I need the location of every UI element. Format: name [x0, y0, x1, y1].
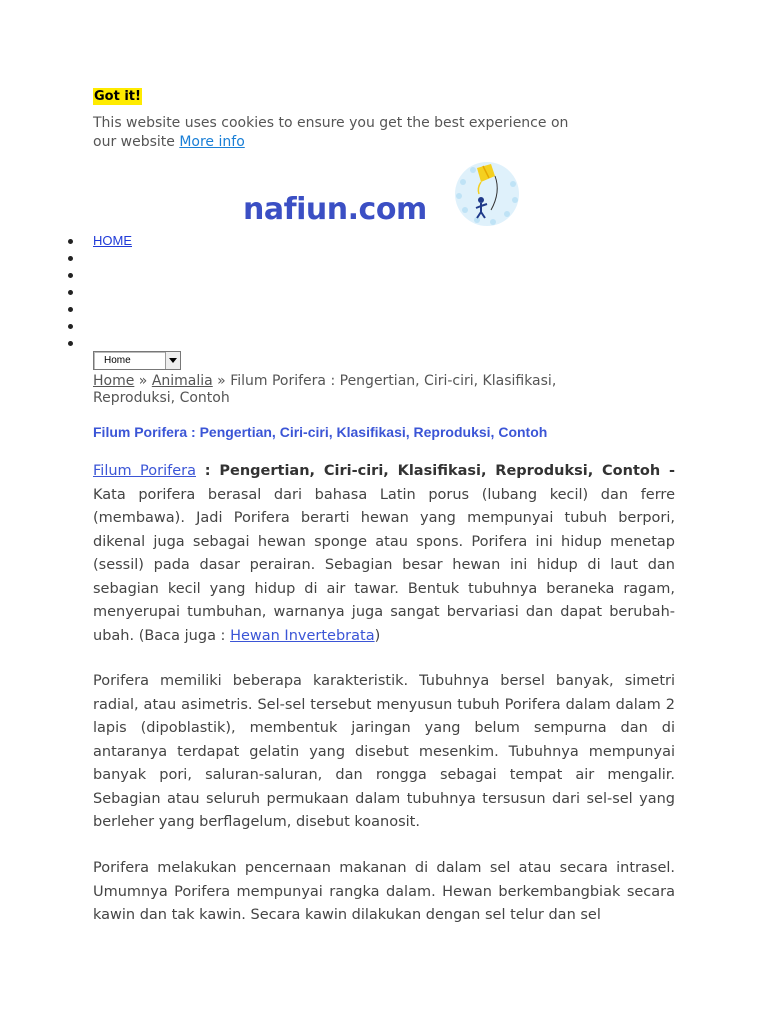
more-info-link[interactable]: More info — [179, 134, 245, 150]
nav-item[interactable] — [68, 300, 132, 317]
nav-item-home[interactable] — [68, 232, 132, 249]
post-text: ) — [374, 627, 381, 644]
nav-item[interactable] — [68, 266, 132, 283]
nav-item[interactable] — [68, 334, 132, 351]
breadcrumb-home-link[interactable]: Home — [93, 373, 135, 389]
nav-select[interactable] — [93, 351, 181, 370]
nav-item[interactable] — [68, 283, 132, 300]
breadcrumb-separator: » — [212, 373, 231, 389]
nav-link-home[interactable]: HOME — [93, 233, 132, 248]
nav-select-value: Home — [104, 355, 131, 366]
post-paragraph — [93, 460, 675, 648]
got-it-button[interactable]: Got it! — [94, 89, 141, 104]
kite-child-icon — [451, 158, 523, 230]
hewan-invertebrata-link[interactable]: Hewan Invertebrata — [230, 627, 375, 644]
main-nav — [68, 232, 132, 351]
breadcrumb — [93, 373, 613, 407]
breadcrumb-category-link[interactable]: Animalia — [151, 373, 213, 389]
cookie-message: This website uses cookies to ensure you get the best experience on our website — [93, 115, 569, 150]
nav-item[interactable] — [68, 317, 132, 334]
site-logo[interactable] — [243, 158, 533, 230]
nav-item[interactable] — [68, 249, 132, 266]
breadcrumb-separator: » — [134, 373, 152, 389]
chevron-down-icon[interactable] — [165, 352, 180, 369]
post-text: Kata porifera berasal dari bahasa Latin porus (lubang kecil) dan ferre (membawa). Jadi Porifera berarti hewan yang mempunyai tubuh berpori, dikenal juga sebagai hewan sponge atau spons. Porifera ini hidup menetap (sessil) pada dasar perairan. Sebagian besar hewan ini hidup di laut dan sebagian kecil yang hidup di air tawar. Bentuk tubuhnya beraneka ragam, menyerupai tumbuhan, warnanya juga sangat bervariasi dan dapat berubah-ubah. (Baca juga : — [93, 486, 675, 644]
cookie-notice — [93, 114, 593, 152]
filum-porifera-link[interactable]: Filum Porifera — [93, 463, 196, 479]
logo-text: nafiun.com — [243, 192, 427, 227]
post-title: Filum Porifera : Pengertian, Ciri-ciri, Klasifikasi, Reproduksi, Contoh — [93, 424, 548, 440]
breadcrumb-current: Filum Porifera : Pengertian, Ciri-ciri, Klasifikasi, Reproduksi, Contoh — [93, 373, 557, 406]
post-paragraph: Porifera memiliki beberapa karakteristik. Tubuhnya bersel banyak, simetri radial, atau asimetris. Sel-sel tersebut menyusun tubuh Porifera dalam dalam 2 lapis (dipoblastik), membentuk jaringan yang belum sempurna dan di antaranya terdapat gelatin yang disebut mesenkim. Tubuhnya mempunyai banyak pori, saluran-saluran, dan rongga sebagai tempat air mengalir. Sebagian atau seluruh permukaan dalam tubuhnya tersusun dari sel-sel yang berleher yang berflagelum, disebut koanosit. — [93, 673, 675, 830]
post-lead: : Pengertian, Ciri-ciri, Klasifikasi, Reproduksi, Contoh - — [195, 463, 675, 479]
post-paragraph: Porifera melakukan pencernaan makanan di dalam sel atau secara intrasel. Umumnya Porifera mempunyai rangka dalam. Hewan berkembangbiak secara kawin dan tak kawin. Secara kawin dilakukan dengan sel telur dan sel — [93, 860, 675, 923]
